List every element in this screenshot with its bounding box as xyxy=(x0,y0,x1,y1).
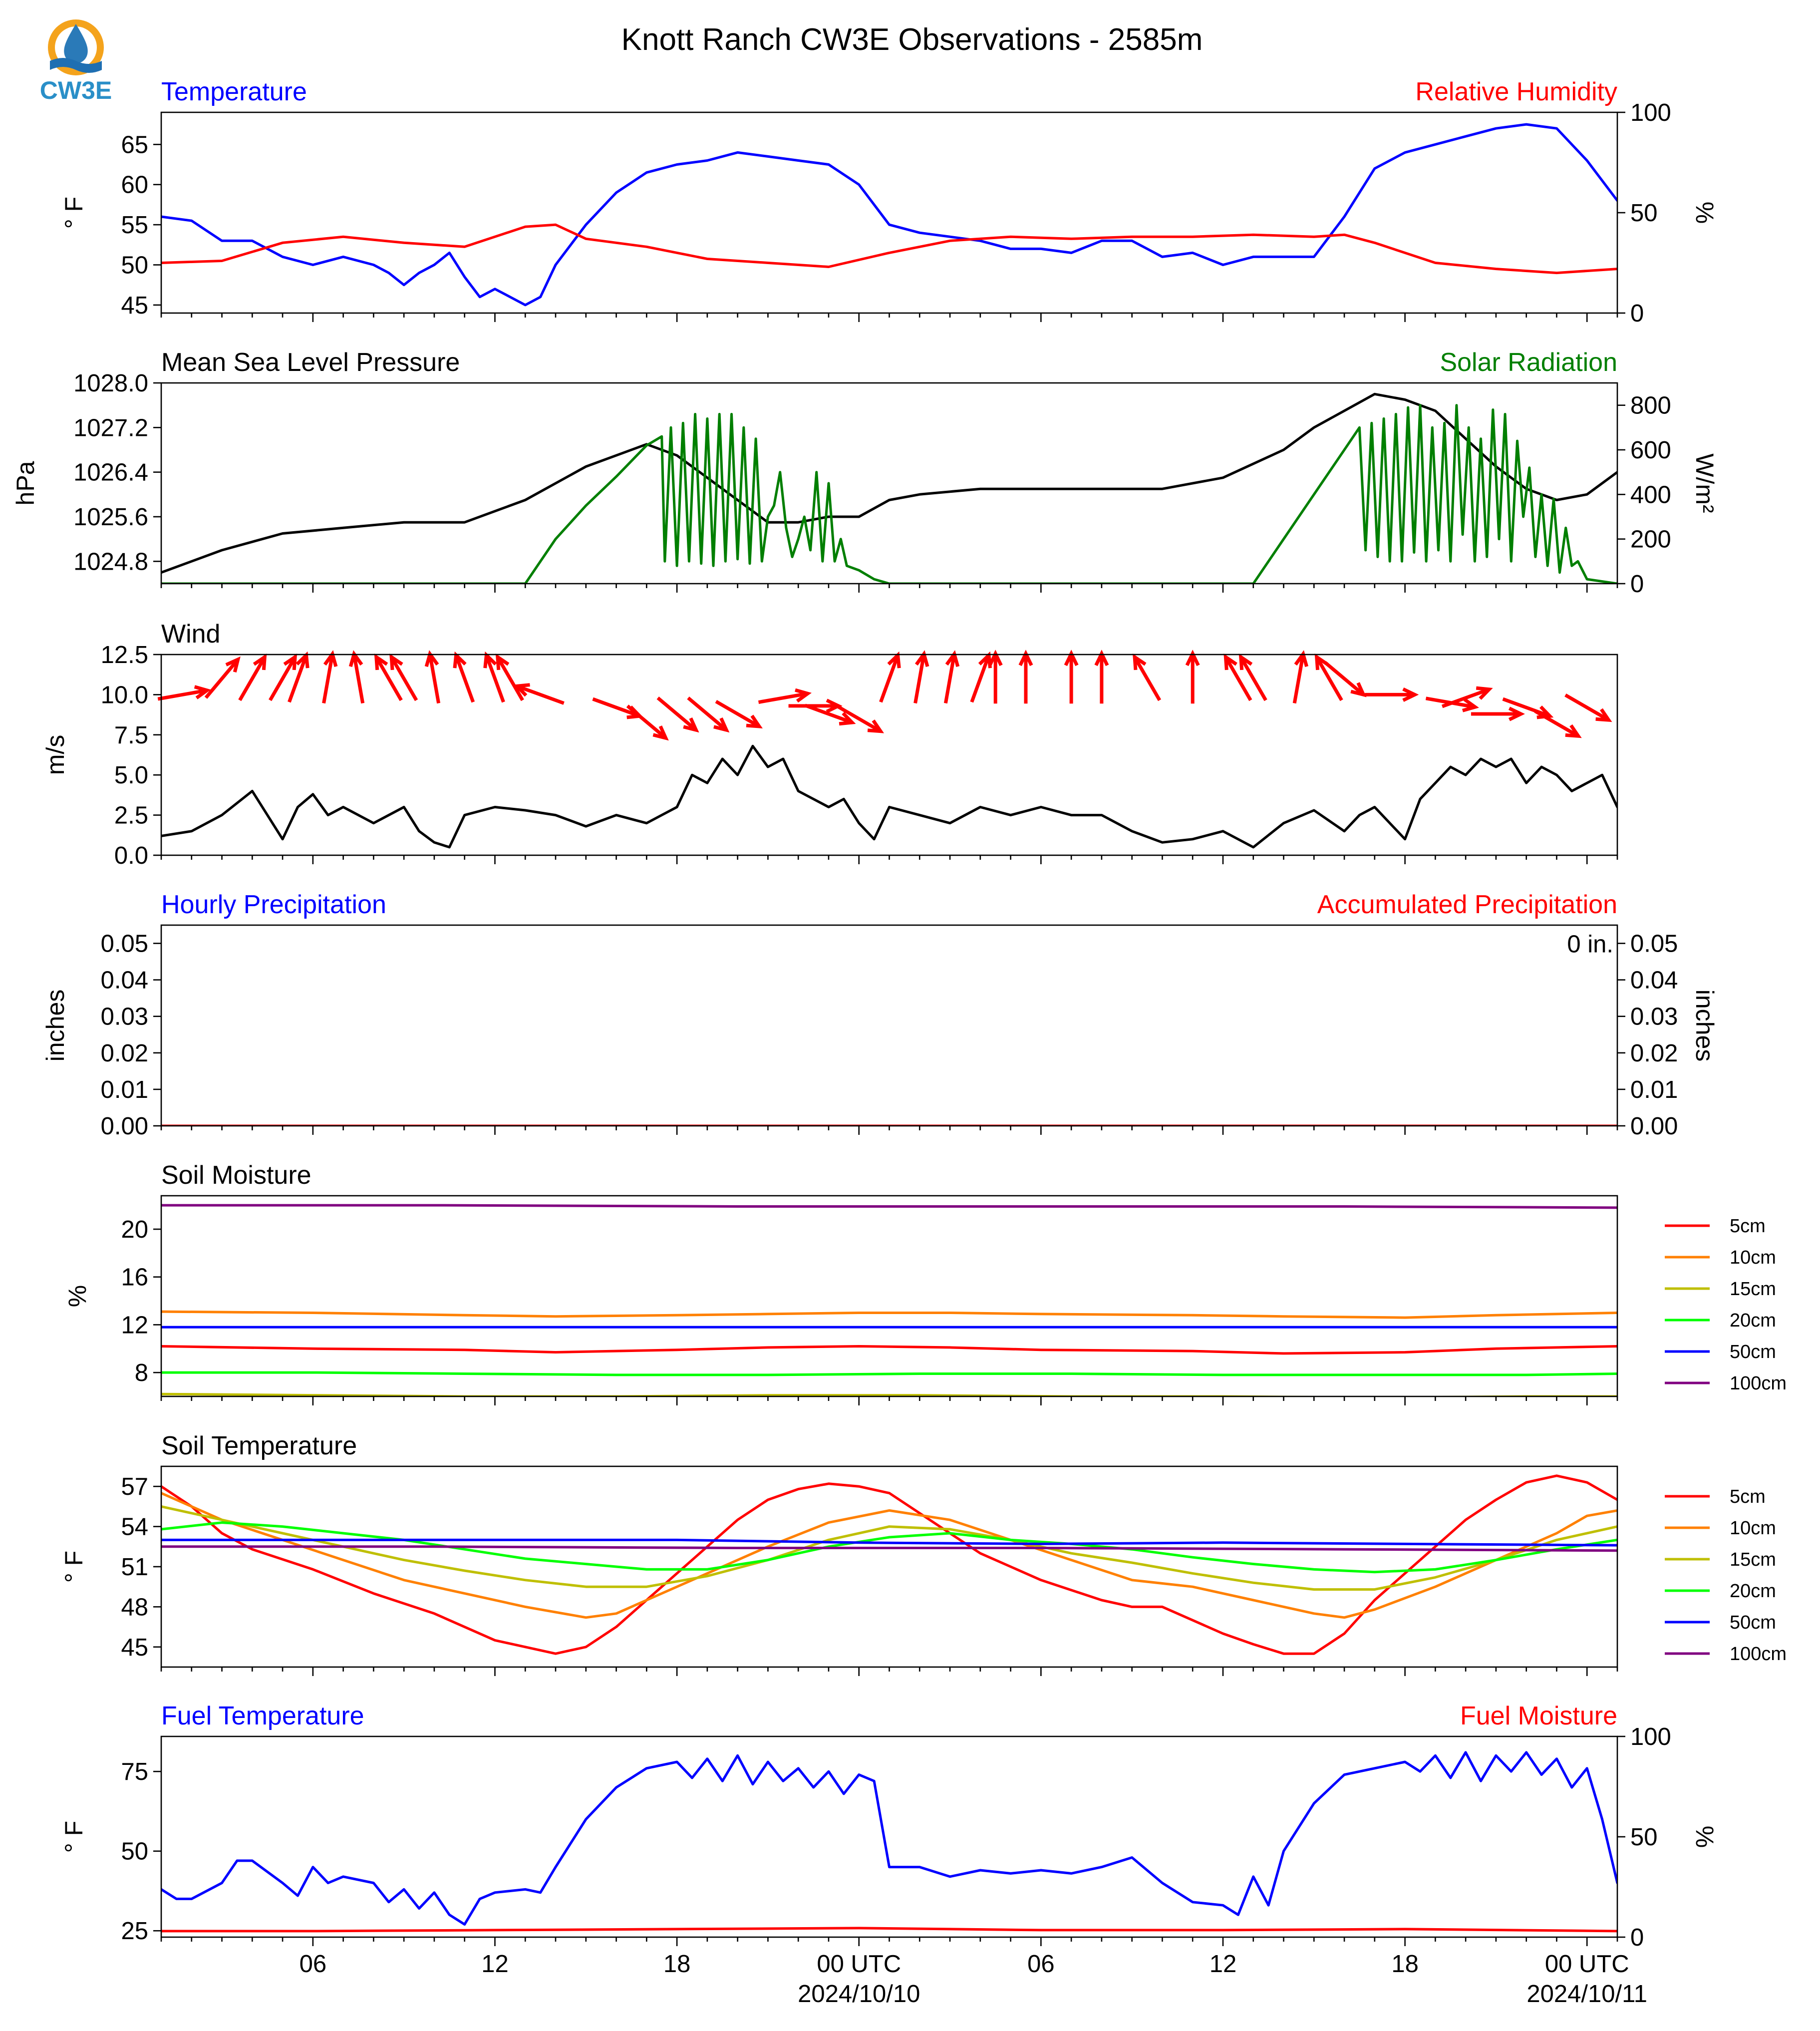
y2-axis-label: % xyxy=(1691,1825,1719,1848)
y-tick-label: 12 xyxy=(121,1312,148,1339)
panel-title: Soil Moisture xyxy=(161,1161,311,1190)
legend-label: 10cm xyxy=(1730,1247,1776,1268)
y-tick-label: 0.0 xyxy=(114,842,148,869)
legend xyxy=(1665,1216,1787,1394)
y-axis-label: inches xyxy=(41,989,69,1062)
legend-label: 20cm xyxy=(1730,1581,1776,1602)
y-axis-label: % xyxy=(63,1285,91,1308)
wind-arrow xyxy=(1471,708,1521,720)
y-axis-label: ° F xyxy=(60,196,88,229)
y-tick-label: 1024.8 xyxy=(73,548,148,576)
y-tick-label: 45 xyxy=(121,1634,148,1661)
wind-arrow-shaft xyxy=(1135,657,1160,700)
wind-arrow xyxy=(1135,657,1160,700)
series-10cm xyxy=(161,1312,1617,1318)
y-tick-label: 0.00 xyxy=(100,1113,148,1140)
legend xyxy=(1665,1486,1787,1665)
plot-frame xyxy=(161,112,1617,313)
y-tick-label: 50 xyxy=(121,1838,148,1865)
wind-arrow xyxy=(240,657,265,700)
y2-tick-label: 0.04 xyxy=(1630,967,1678,994)
panel-title: Hourly Precipitation xyxy=(161,890,386,919)
plot-frame xyxy=(161,655,1617,855)
panel-title: Mean Sea Level Pressure xyxy=(161,348,460,377)
wind-arrow xyxy=(350,654,362,703)
legend-label: 50cm xyxy=(1730,1612,1776,1633)
series-group xyxy=(161,124,1617,305)
wind-arrow xyxy=(324,654,336,703)
series-group xyxy=(161,1205,1617,1397)
wind-arrow-shaft xyxy=(391,657,416,700)
legend-label: 100cm xyxy=(1730,1373,1787,1394)
wind-arrow-shaft xyxy=(1565,695,1609,720)
series-group xyxy=(161,1476,1617,1654)
y-tick-label: 5.0 xyxy=(114,762,148,789)
legend-label: 50cm xyxy=(1730,1342,1776,1362)
logo-text: CW3E xyxy=(39,76,112,104)
legend-label: 20cm xyxy=(1730,1310,1776,1331)
panel-right-title: Relative Humidity xyxy=(1415,77,1617,106)
y2-tick-label: 100 xyxy=(1630,99,1671,126)
series-fuel-moisture xyxy=(161,1928,1617,1931)
panel-soil_temp xyxy=(60,1431,1787,1676)
y-tick-label: 1028.0 xyxy=(73,370,148,397)
y-tick-label: 1026.4 xyxy=(73,459,148,486)
y-tick-label: 45 xyxy=(121,292,148,319)
y2-tick-label: 600 xyxy=(1630,437,1671,464)
series-5cm xyxy=(161,1347,1617,1354)
y2-tick-label: 50 xyxy=(1630,200,1658,227)
wind-arrow xyxy=(990,654,1001,703)
precip-total-annotation: 0 in. xyxy=(1567,931,1613,958)
y-tick-label: 60 xyxy=(121,171,148,199)
wind-arrow xyxy=(915,654,927,703)
panel-right-title: Accumulated Precipitation xyxy=(1317,890,1617,919)
plot-frame xyxy=(161,1196,1617,1396)
y-tick-label: 20 xyxy=(121,1216,148,1243)
wind-arrow xyxy=(805,705,852,724)
y-tick-label: 75 xyxy=(121,1758,148,1786)
y2-tick-label: 400 xyxy=(1630,481,1671,509)
y-tick-label: 0.02 xyxy=(100,1039,148,1067)
wind-arrow-shaft xyxy=(1317,657,1342,700)
series-group xyxy=(161,1752,1617,1931)
panel-wind xyxy=(41,620,1617,869)
legend-label: 15cm xyxy=(1730,1279,1776,1300)
y-tick-label: 8 xyxy=(134,1359,148,1387)
panel-pressure_solar xyxy=(11,348,1719,598)
y-tick-label: 50 xyxy=(121,252,148,279)
x-tick-label: 18 xyxy=(1391,1951,1419,1978)
wind-arrow-shaft xyxy=(206,660,238,698)
x-date-label: 2024/10/11 xyxy=(1526,1981,1648,2008)
y-tick-label: 7.5 xyxy=(114,721,148,749)
x-date-label: 2024/10/10 xyxy=(798,1981,920,2008)
plot-frame xyxy=(161,925,1617,1126)
y-tick-label: 0.03 xyxy=(100,1003,148,1030)
y2-axis-label: W/m² xyxy=(1691,453,1719,513)
y-axis-label: hPa xyxy=(11,461,39,506)
x-tick-label: 00 UTC xyxy=(1544,1951,1629,1978)
x-tick-label: 12 xyxy=(1209,1951,1237,1978)
y-tick-label: 48 xyxy=(121,1594,148,1621)
panel-fuel xyxy=(60,1701,1719,1951)
y2-tick-label: 0.05 xyxy=(1630,930,1678,958)
wind-arrow xyxy=(1294,654,1306,703)
panel-soil_moisture xyxy=(63,1161,1787,1405)
y-tick-label: 10.0 xyxy=(100,681,148,709)
plot-frame xyxy=(161,1736,1617,1937)
wind-arrow-shaft xyxy=(1241,657,1266,700)
y-tick-label: 65 xyxy=(121,131,148,159)
legend-label: 5cm xyxy=(1730,1486,1766,1507)
x-tick-label: 18 xyxy=(663,1951,691,1978)
wind-arrow-shaft xyxy=(658,698,696,730)
wind-arrow xyxy=(658,698,696,730)
panel-temp_rh xyxy=(60,77,1719,327)
panel-title: Temperature xyxy=(161,77,307,106)
y-tick-label: 1027.2 xyxy=(73,414,148,442)
series-50cm xyxy=(161,1540,1617,1545)
legend-label: 100cm xyxy=(1730,1644,1787,1665)
y-tick-label: 51 xyxy=(121,1554,148,1581)
cw3e-logo xyxy=(40,19,112,104)
y2-tick-label: 100 xyxy=(1630,1723,1671,1750)
series-solar-radiation xyxy=(161,405,1617,584)
series-relative-humidity xyxy=(161,225,1617,273)
y-tick-label: 12.5 xyxy=(100,642,148,669)
panel-right-title: Fuel Moisture xyxy=(1460,1701,1617,1730)
x-tick-label: 06 xyxy=(299,1951,327,1978)
series-group xyxy=(161,746,1617,847)
wind-arrow xyxy=(1225,657,1250,700)
y-axis-label: ° F xyxy=(60,1550,88,1583)
y2-tick-label: 50 xyxy=(1630,1824,1658,1851)
wind-arrow xyxy=(627,706,666,738)
wind-arrows xyxy=(158,654,1608,738)
legend-label: 10cm xyxy=(1730,1518,1776,1539)
y2-tick-label: 0.01 xyxy=(1630,1076,1678,1103)
wind-arrow xyxy=(1096,654,1108,703)
x-tick-label: 06 xyxy=(1027,1951,1055,1978)
y2-tick-label: 0.00 xyxy=(1630,1113,1678,1140)
wind-arrow xyxy=(1365,689,1415,700)
y-tick-label: 54 xyxy=(121,1513,148,1541)
wind-arrow xyxy=(455,655,473,702)
y-axis-label: ° F xyxy=(60,1820,88,1853)
y-tick-label: 2.5 xyxy=(114,802,148,829)
y2-axis-label: inches xyxy=(1691,989,1719,1062)
wind-arrow xyxy=(759,690,808,702)
y2-tick-label: 0.02 xyxy=(1630,1039,1678,1067)
wind-arrow xyxy=(158,687,207,699)
series-wind-speed xyxy=(161,746,1617,847)
wind-arrow xyxy=(972,655,990,702)
wind-arrow xyxy=(1066,654,1077,703)
panel-right-title: Solar Radiation xyxy=(1440,348,1617,377)
series-group xyxy=(161,394,1617,584)
series-100cm xyxy=(161,1547,1617,1551)
wind-arrow-shaft xyxy=(1225,657,1250,700)
wind-arrow xyxy=(881,655,899,702)
y2-tick-label: 200 xyxy=(1630,526,1671,553)
series-5cm xyxy=(161,1476,1617,1654)
series-100cm xyxy=(161,1205,1617,1208)
y-tick-label: 1025.6 xyxy=(73,504,148,531)
wind-arrow xyxy=(206,660,238,698)
y2-tick-label: 0 xyxy=(1630,571,1644,598)
legend-label: 15cm xyxy=(1730,1549,1776,1570)
figure-title: Knott Ranch CW3E Observations - 2585m xyxy=(621,22,1203,57)
x-tick-label: 00 UTC xyxy=(817,1951,902,1978)
wind-arrow xyxy=(517,685,564,703)
series-fuel-temperature xyxy=(161,1752,1617,1925)
series-20cm xyxy=(161,1372,1617,1375)
wind-arrow xyxy=(1535,711,1578,736)
wind-arrow xyxy=(376,657,401,700)
wind-arrow xyxy=(1241,657,1266,700)
y2-axis-label: % xyxy=(1691,201,1719,224)
y-tick-label: 55 xyxy=(121,212,148,239)
y2-tick-label: 0 xyxy=(1630,1924,1644,1951)
wind-arrow xyxy=(1187,654,1199,703)
panel-title: Soil Temperature xyxy=(161,1431,357,1460)
legend-label: 5cm xyxy=(1730,1216,1766,1237)
x-tick-label: 12 xyxy=(481,1951,509,1978)
panel-title: Wind xyxy=(161,620,221,649)
y-tick-label: 57 xyxy=(121,1473,148,1501)
wind-arrow xyxy=(1020,654,1032,703)
y-tick-label: 0.05 xyxy=(100,930,148,958)
y-tick-label: 0.04 xyxy=(100,967,148,994)
y2-tick-label: 0.03 xyxy=(1630,1003,1678,1030)
y2-tick-label: 800 xyxy=(1630,392,1671,419)
y-axis-label: m/s xyxy=(41,734,69,775)
x-axis-labels xyxy=(300,1951,1647,2008)
y-tick-label: 0.01 xyxy=(100,1076,148,1103)
wind-arrow-shaft xyxy=(240,657,265,700)
wind-arrow xyxy=(426,654,438,703)
panel-precip xyxy=(41,890,1719,1140)
y2-tick-label: 0 xyxy=(1630,300,1644,327)
panel-title: Fuel Temperature xyxy=(161,1701,364,1730)
y-tick-label: 16 xyxy=(121,1264,148,1291)
wind-arrow xyxy=(391,657,416,700)
wind-arrow-shaft xyxy=(376,657,401,700)
wind-arrow-shaft xyxy=(627,706,666,738)
wind-arrow xyxy=(1565,695,1609,720)
wind-arrow-shaft xyxy=(1535,711,1578,736)
wind-arrow xyxy=(1317,657,1342,700)
series-temperature xyxy=(161,124,1617,305)
plot-frame xyxy=(161,1466,1617,1667)
y-tick-label: 25 xyxy=(121,1918,148,1945)
wind-arrow xyxy=(945,654,957,703)
